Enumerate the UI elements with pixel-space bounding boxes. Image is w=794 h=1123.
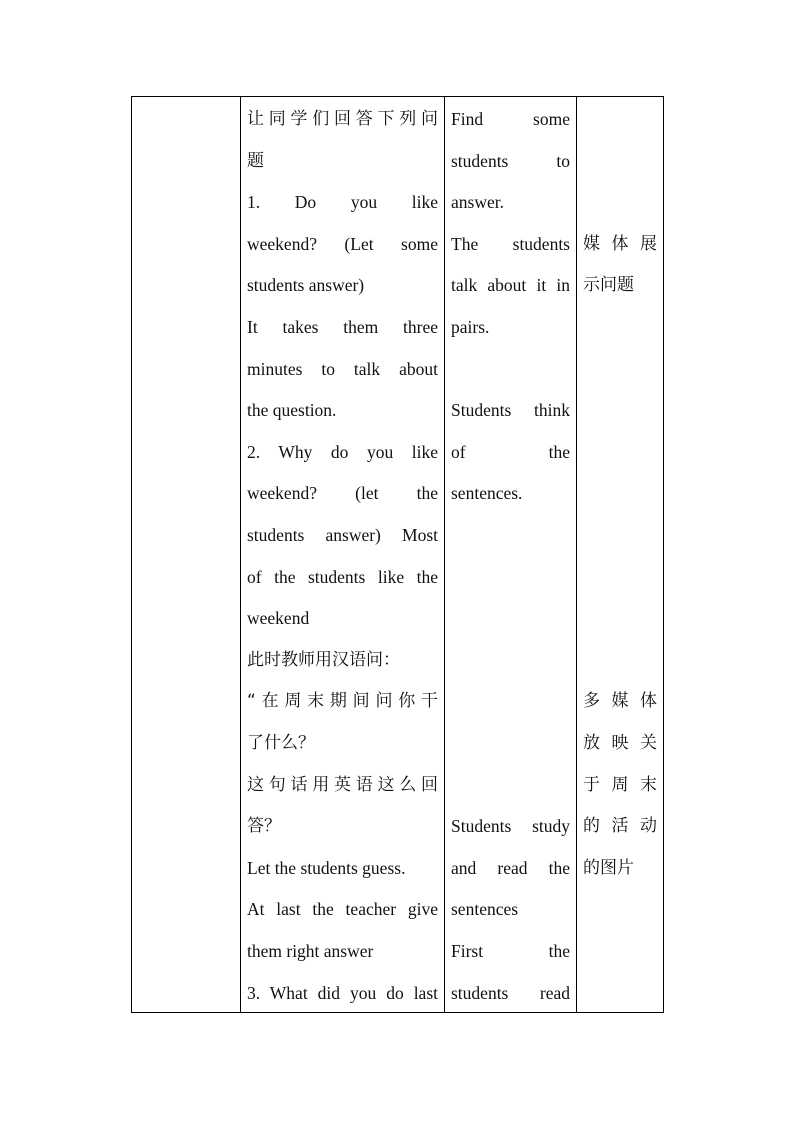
table-row	[132, 97, 664, 1013]
col2-text-line: weekend? (Let some	[247, 233, 438, 254]
col4-text-line: 媒体展	[583, 233, 657, 254]
col2-text-line: At last the teacher give	[247, 899, 438, 920]
col2-text-line: the question.	[247, 400, 337, 421]
col2-text-line: 让同学们回答下列问	[247, 109, 438, 129]
col2-text-line: 2. Why do you like	[247, 441, 438, 462]
col2-text-line: them right answer	[247, 941, 374, 961]
col4-text-line: 的活动	[583, 816, 657, 837]
col3-text-line: students to	[451, 150, 570, 171]
col3-text-line: sentences	[451, 899, 519, 920]
media-note-cell	[577, 97, 664, 1013]
col3-text-line: and read the	[451, 857, 570, 878]
col2-text-line: 题	[247, 150, 264, 171]
col3-text-line: Students think	[451, 400, 570, 421]
col4-text-line: 示问题	[583, 275, 634, 296]
col2-text-line: weekend? (let the	[247, 483, 438, 504]
col4-text-line: 于周末	[583, 774, 657, 795]
col2-text-line: weekend	[247, 608, 310, 629]
col3-text-line: The students	[451, 233, 570, 254]
col2-text-line: 此时教师用汉语问：	[247, 649, 400, 670]
col2-text-line: Let the students guess.	[247, 857, 406, 878]
col2-text-line: 了什么？	[247, 733, 315, 753]
col3-text-line: of the	[451, 441, 570, 462]
col3-text-line: students read	[451, 982, 570, 1003]
col3-text-line: answer.	[451, 192, 504, 213]
col3-text-line: talk about it in	[451, 275, 570, 296]
col2-text-line: of the students like the	[247, 566, 438, 587]
col4-text-line: 多媒体	[583, 691, 657, 712]
col3-text-line: First the	[451, 941, 570, 961]
col3-text-line: Find some	[451, 109, 570, 129]
col2-text-line: minutes to talk about	[247, 358, 438, 379]
col2-text-line: students answer)	[247, 275, 365, 296]
col3-text-line: pairs.	[451, 317, 490, 337]
stage-column-cell	[132, 97, 241, 1013]
col2-text-line: 3. What did you do last	[247, 982, 438, 1003]
col3-text-line: sentences.	[451, 483, 523, 504]
col4-text-line: 放映关	[583, 733, 657, 753]
col2-text-line: It takes them three	[247, 317, 438, 337]
col2-text-line: “在周末期间问你干	[247, 691, 438, 712]
teacher-activity-cell	[241, 97, 445, 1013]
col2-text-line: 1. Do you like	[247, 192, 438, 213]
col2-text-line: students answer) Most	[247, 525, 438, 545]
student-activity-cell	[445, 97, 577, 1013]
col2-text-line: 这句话用英语这么回	[247, 774, 438, 795]
col4-text-line: 的图片	[583, 857, 634, 878]
col2-text-line: 答？	[247, 816, 281, 837]
col3-text-line: Students study	[451, 816, 570, 837]
lesson-plan-table	[131, 96, 664, 1013]
